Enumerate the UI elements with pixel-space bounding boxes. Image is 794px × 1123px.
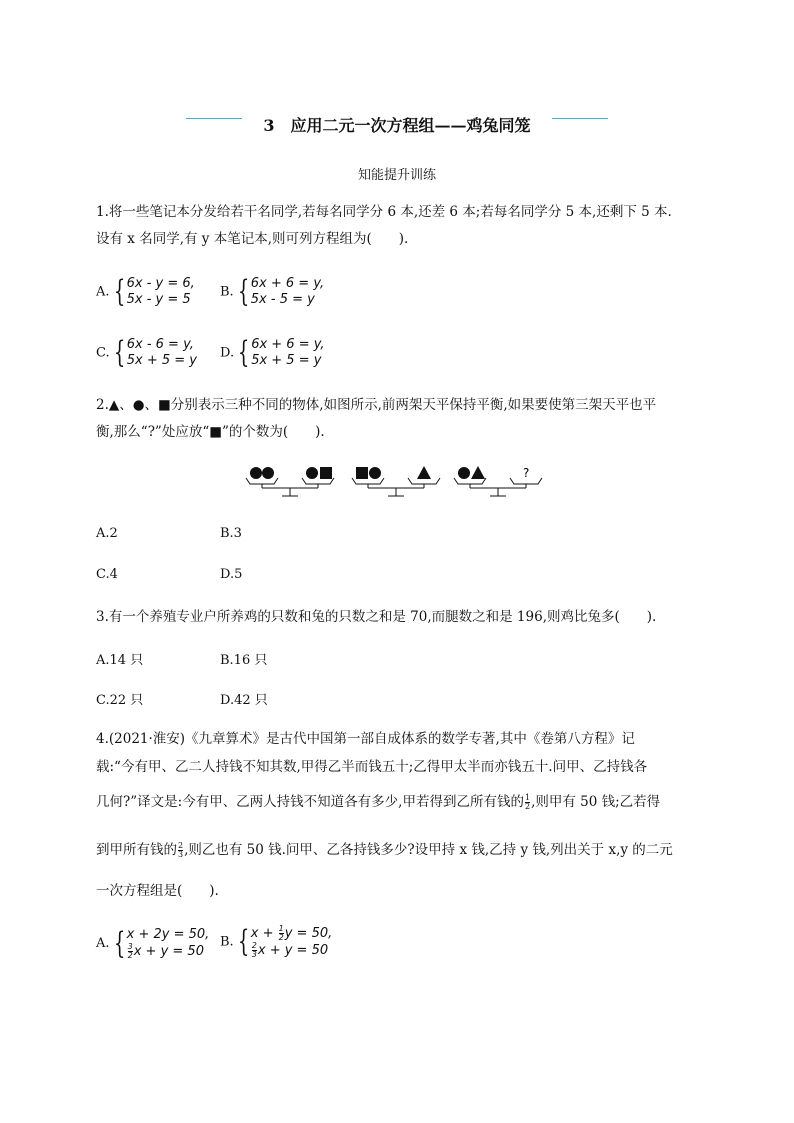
q3-option-c[interactable]: C.22 只	[96, 693, 144, 708]
q1-option-a[interactable]: A. { 6x - y = 6, 5x - y = 5	[96, 274, 195, 309]
q4-line5: 一次方程组是( ).	[96, 883, 219, 899]
triangle-icon	[471, 466, 485, 479]
brace-icon: {	[237, 924, 249, 959]
brace-icon: {	[237, 274, 249, 309]
circle-icon	[369, 467, 381, 479]
q1-option-b[interactable]: B. { 6x + 6 = y, 5x - 5 = y	[220, 274, 325, 309]
brace-icon: {	[237, 335, 250, 370]
q3-line1: 3.有一个养殖专业户所养鸡的只数和兔的只数之和是 70,而腿数之和是 196,则鸡比兔多( ).	[96, 609, 657, 625]
q1-line2: 设有 x 名同学,有 y 本笔记本,则可列方程组为( ).	[96, 231, 409, 247]
brace-icon: {	[113, 274, 125, 309]
circle-icon	[306, 467, 318, 479]
triangle-icon	[417, 466, 431, 479]
q3-option-a[interactable]: A.14 只	[96, 653, 144, 668]
section-subtitle: 知能提升训练	[357, 168, 436, 183]
q4-line2: 载:“今有甲、乙二人持钱不知其数,甲得乙半而钱五十;乙得甲太半而亦钱五十.问甲、乙持钱各	[96, 759, 648, 775]
question-mark: ?	[523, 466, 530, 480]
q4-line3: 几何?”译文是:今有甲、乙两人持钱不知道各有多少,甲若得到乙所有钱的 $\frac{1}{2}$ ,则甲有 50 钱;乙若得	[96, 793, 661, 811]
q4-line1: 4.(2021·淮安)《九章算术》是古代中国第一部自成体系的数学专著,其中《卷第八方程》记	[96, 731, 635, 747]
q1-line1: 1.将一些笔记本分发给若干名同学,若每名同学分 6 本,还差 6 本;若每名同学分 5 本,还剩下 5 本.	[96, 204, 672, 220]
fraction-two-thirds: $\frac{2}{3}$	[178, 841, 184, 859]
circle-icon	[262, 467, 274, 479]
brace-icon: {	[113, 335, 125, 370]
q4-option-b[interactable]: B. { x + $\frac{1}{2}$ y = 50, $\frac{2}{3}$ x + y = 50	[220, 924, 333, 959]
square-icon	[356, 467, 368, 479]
square-icon	[320, 467, 332, 479]
balance-figure	[240, 460, 560, 504]
q4-line4: 到甲所有钱的 $\frac{2}{3}$ ,则乙也有 50 钱.问甲、乙各持钱多少?设甲持 x 钱,乙持 y 钱,列出关于 x,y 的二元	[96, 841, 673, 859]
q3-option-b[interactable]: B.16 只	[220, 653, 268, 668]
balance-scale-3	[454, 466, 542, 496]
q2-option-b[interactable]: B.3	[220, 526, 242, 541]
q4-option-a[interactable]: A. { x + 2y = 50, $\frac{3}{2}$ x + y = 50	[96, 925, 210, 961]
balance-scale-1	[246, 467, 334, 496]
balance-scale-2	[352, 466, 440, 496]
q3-option-d[interactable]: D.42 只	[220, 693, 268, 708]
brace-icon: {	[113, 925, 125, 961]
circle-icon	[250, 467, 262, 479]
page-title: 3 应用二元一次方程组——鸡兔同笼	[263, 116, 531, 135]
q2-option-a[interactable]: A.2	[96, 526, 118, 541]
fraction-one-half: $\frac{1}{2}$	[524, 793, 531, 811]
q2-line1: 2.▲、●、■分别表示三种不同的物体,如图所示,前两架天平保持平衡,如果要使第三架天平也平	[96, 397, 657, 413]
circle-icon	[458, 467, 470, 479]
q2-option-d[interactable]: D.5	[220, 567, 243, 582]
q1-option-c[interactable]: C. { 6x - 6 = y, 5x + 5 = y	[96, 335, 197, 370]
q2-line2: 衡,那么“?”处应放“■”的个数为( ).	[96, 424, 325, 440]
q2-option-c[interactable]: C.4	[96, 567, 118, 582]
q1-option-d[interactable]: D. { 6x + 6 = y, 5x + 5 = y	[220, 335, 325, 370]
